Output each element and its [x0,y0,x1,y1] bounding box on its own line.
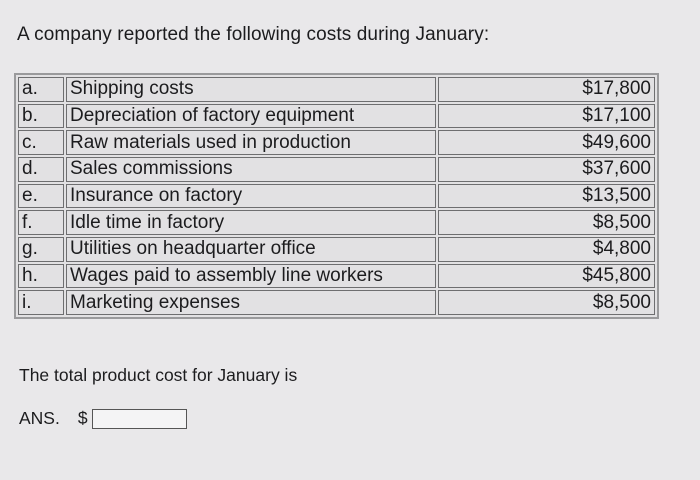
cost-row [18,104,655,129]
row-letter: c. [18,130,64,155]
row-letter: h. [18,264,64,289]
cost-row [18,184,655,209]
row-amount: $17,100 [438,104,655,129]
currency-symbol: $ [77,408,88,428]
row-letter: d. [18,157,64,182]
row-label: Idle time in factory [66,210,436,235]
row-label: Marketing expenses [66,290,436,315]
row-amount: $8,500 [438,290,655,315]
question-heading: A company reported the following costs during January: [17,24,490,45]
row-amount: $17,800 [438,77,655,102]
row-letter: b. [18,104,64,129]
row-letter: e. [18,184,64,209]
row-label: Raw materials used in production [66,130,436,155]
cost-row [18,210,655,235]
cost-row [18,157,655,182]
row-amount: $13,500 [438,184,655,209]
answer-input[interactable] [92,409,187,429]
answer-row [19,408,187,429]
row-label: Utilities on headquarter office [66,237,436,262]
answer-label: ANS. [19,408,60,428]
cost-row [18,130,655,155]
row-amount: $45,800 [438,264,655,289]
row-letter: f. [18,210,64,235]
row-amount: $37,600 [438,157,655,182]
row-amount: $4,800 [438,237,655,262]
row-label: Shipping costs [66,77,436,102]
row-label: Insurance on factory [66,184,436,209]
row-letter: g. [18,237,64,262]
row-amount: $49,600 [438,130,655,155]
total-product-cost-question: The total product cost for January is [19,365,298,385]
row-label: Sales commissions [66,157,436,182]
row-label: Wages paid to assembly line workers [66,264,436,289]
row-amount: $8,500 [438,210,655,235]
cost-row [18,77,655,102]
row-letter: a. [18,77,64,102]
row-label: Depreciation of factory equipment [66,104,436,129]
cost-row [18,290,655,315]
cost-row [18,237,655,262]
cost-row [18,264,655,289]
row-letter: i. [18,290,64,315]
cost-table-body [18,77,655,315]
cost-table [14,73,659,319]
